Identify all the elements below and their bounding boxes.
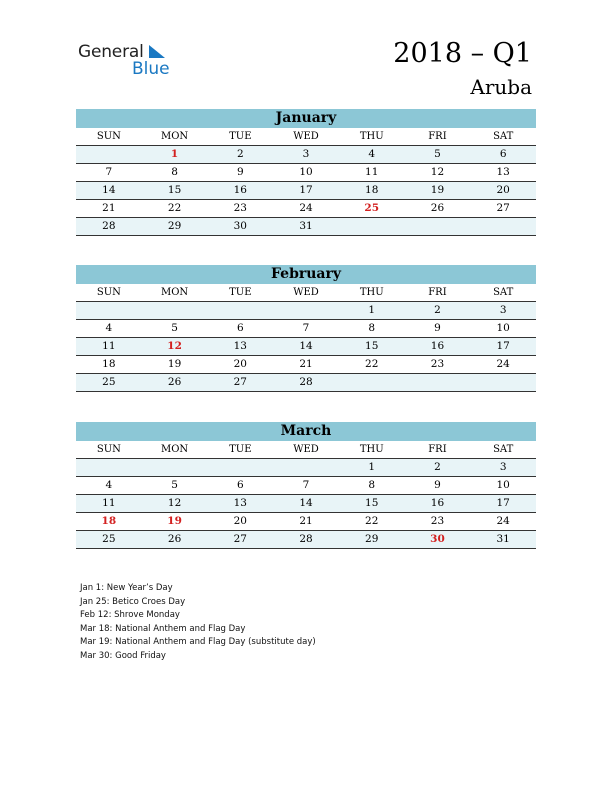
day-cell: 26	[167, 533, 182, 545]
day-cell: 23	[430, 515, 445, 527]
month-title: March	[76, 422, 536, 441]
day-cell: 29	[167, 220, 182, 232]
day-cell: 19	[167, 358, 182, 370]
weekday-label: THU	[359, 131, 384, 142]
day-cell: 12	[167, 497, 182, 509]
weekday-label: SUN	[96, 444, 121, 455]
weekday-label: THU	[359, 444, 384, 455]
day-cell: 14	[299, 497, 313, 509]
day-cell: 4	[105, 322, 113, 334]
holiday-note: Feb 12: Shrove Monday	[80, 610, 180, 620]
week-rows	[76, 459, 536, 549]
empty-day-cell	[76, 146, 142, 163]
day-cell: 26	[167, 376, 182, 388]
day-cell: 9	[236, 166, 244, 178]
day-cell: 15	[365, 340, 379, 352]
empty-day-cell	[76, 302, 142, 319]
day-cell: 7	[302, 479, 310, 491]
week-row	[76, 302, 536, 320]
day-cell: 9	[434, 322, 441, 334]
week-row	[76, 182, 536, 200]
day-cell: 2	[236, 148, 244, 160]
day-cell: 18	[365, 184, 379, 196]
day-cell: 2	[434, 461, 441, 473]
weekday-label: FRI	[428, 444, 447, 455]
day-cell: 27	[496, 202, 510, 214]
week-row	[76, 513, 536, 531]
week-row	[76, 146, 536, 164]
day-cell: 8	[368, 322, 376, 334]
day-cell: 21	[102, 202, 116, 214]
weekday-label: MON	[160, 444, 189, 455]
weekday-label: FRI	[428, 287, 447, 298]
day-cell: 1	[368, 304, 376, 316]
day-cell: 2	[434, 304, 441, 316]
empty-day-cell	[470, 374, 536, 391]
week-row	[76, 495, 536, 513]
week-rows	[76, 146, 536, 236]
day-cell: 22	[365, 515, 379, 527]
month-february	[76, 265, 536, 392]
day-cell: 9	[434, 479, 441, 491]
day-cell: 29	[365, 533, 379, 545]
empty-day-cell	[142, 302, 208, 319]
day-cell: 6	[236, 322, 244, 334]
day-cell: 11	[365, 166, 379, 178]
holiday-note: Mar 19: National Anthem and Flag Day (substitute day)	[80, 637, 316, 647]
day-cell: 10	[496, 479, 510, 491]
weekday-label: WED	[293, 131, 319, 142]
day-cell: 30	[233, 220, 247, 232]
week-row	[76, 218, 536, 236]
month-january	[76, 109, 536, 236]
day-cell: 16	[233, 184, 247, 196]
weekday-label: MON	[160, 131, 189, 142]
day-cell: 23	[430, 358, 445, 370]
holiday-note: Jan 25: Betico Croes Day	[80, 596, 186, 607]
empty-day-cell	[470, 218, 536, 235]
week-row	[76, 477, 536, 495]
day-cell: 6	[499, 148, 507, 160]
weekday-label: TUE	[229, 444, 252, 455]
month-title: February	[76, 265, 536, 284]
weekday-label: SAT	[493, 131, 514, 142]
day-cell: 10	[496, 322, 510, 334]
day-cell: 21	[299, 515, 313, 527]
weekday-label: WED	[293, 287, 319, 298]
day-cell: 4	[105, 479, 113, 491]
day-cell: 31	[496, 533, 510, 545]
holiday-note: Mar 18: National Anthem and Flag Day	[80, 623, 246, 634]
day-cell: 8	[171, 166, 178, 178]
holiday-day-cell: 1	[170, 148, 179, 160]
day-cell: 21	[299, 358, 313, 370]
holiday-day-cell: 12	[167, 340, 182, 352]
empty-day-cell	[405, 374, 471, 391]
holiday-day-cell: 18	[101, 515, 117, 527]
day-cell: 13	[233, 497, 247, 509]
day-cell: 22	[365, 358, 379, 370]
weekday-label: SAT	[493, 287, 514, 298]
day-cell: 26	[430, 202, 445, 214]
day-cell: 3	[499, 304, 507, 316]
day-cell: 20	[496, 184, 510, 196]
month-title: January	[76, 109, 536, 128]
day-cell: 14	[299, 340, 313, 352]
day-cell: 31	[299, 220, 313, 232]
weekday-label: SUN	[96, 131, 121, 142]
empty-day-cell	[273, 302, 339, 319]
week-row	[76, 531, 536, 549]
day-cell: 23	[233, 202, 247, 214]
weekday-header	[76, 441, 536, 459]
day-cell: 20	[233, 515, 247, 527]
empty-day-cell	[76, 459, 142, 476]
empty-day-cell	[273, 459, 339, 476]
holiday-day-cell: 25	[364, 202, 380, 214]
day-cell: 4	[368, 148, 376, 160]
week-row	[76, 320, 536, 338]
day-cell: 24	[299, 202, 313, 214]
empty-day-cell	[207, 302, 273, 319]
month-march	[76, 422, 536, 549]
day-cell: 16	[430, 340, 445, 352]
day-cell: 17	[496, 340, 510, 352]
day-cell: 6	[236, 479, 244, 491]
weekday-label: MON	[160, 287, 189, 298]
week-row	[76, 338, 536, 356]
day-cell: 13	[496, 166, 510, 178]
day-cell: 7	[302, 322, 310, 334]
week-row	[76, 459, 536, 477]
empty-day-cell	[142, 459, 208, 476]
day-cell: 5	[171, 479, 178, 491]
day-cell: 28	[299, 533, 313, 545]
weekday-label: THU	[359, 287, 384, 298]
day-cell: 25	[102, 533, 116, 545]
day-cell: 20	[233, 358, 247, 370]
logo-blue-text: Blue	[132, 59, 170, 79]
logo	[78, 42, 170, 79]
empty-day-cell	[207, 459, 273, 476]
holiday-note: Jan 1: New Year’s Day	[80, 583, 173, 593]
day-cell: 5	[434, 148, 441, 160]
day-cell: 22	[167, 202, 182, 214]
weekday-header	[76, 284, 536, 302]
day-cell: 19	[430, 184, 445, 196]
day-cell: 28	[102, 220, 116, 232]
day-cell: 16	[430, 497, 445, 509]
week-row	[76, 164, 536, 182]
day-cell: 15	[365, 497, 379, 509]
day-cell: 25	[102, 376, 116, 388]
weekday-label: SAT	[493, 444, 514, 455]
day-cell: 3	[499, 461, 507, 473]
country-name: Aruba	[470, 75, 532, 99]
day-cell: 11	[102, 497, 116, 509]
day-cell: 10	[299, 166, 313, 178]
empty-day-cell	[339, 218, 405, 235]
day-cell: 11	[102, 340, 116, 352]
day-cell: 5	[171, 322, 178, 334]
day-cell: 13	[233, 340, 247, 352]
day-cell: 17	[299, 184, 313, 196]
empty-day-cell	[339, 374, 405, 391]
day-cell: 8	[368, 479, 376, 491]
day-cell: 14	[102, 184, 116, 196]
weekday-label: WED	[293, 444, 319, 455]
day-cell: 18	[102, 358, 116, 370]
holiday-day-cell: 30	[430, 533, 445, 545]
week-row	[76, 374, 536, 392]
day-cell: 12	[430, 166, 445, 178]
day-cell: 17	[496, 497, 510, 509]
week-row	[76, 356, 536, 374]
day-cell: 15	[167, 184, 182, 196]
week-rows	[76, 302, 536, 392]
empty-day-cell	[405, 218, 471, 235]
logo-flag-icon	[149, 45, 165, 58]
logo-general-text: General	[78, 42, 144, 62]
holiday-day-cell: 19	[167, 515, 182, 527]
day-cell: 27	[233, 376, 247, 388]
day-cell: 3	[302, 148, 310, 160]
day-cell: 7	[105, 166, 113, 178]
weekday-header	[76, 128, 536, 146]
day-cell: 27	[233, 533, 247, 545]
holiday-note: Mar 30: Good Friday	[80, 650, 166, 661]
weekday-label: TUE	[229, 131, 252, 142]
day-cell: 24	[496, 358, 510, 370]
weekday-label: SUN	[96, 287, 121, 298]
holiday-notes	[80, 582, 316, 663]
page-title: 2018 – Q1	[393, 38, 532, 69]
weekday-label: FRI	[428, 131, 447, 142]
week-row	[76, 200, 536, 218]
day-cell: 28	[299, 376, 313, 388]
weekday-label: TUE	[229, 287, 252, 298]
day-cell: 24	[496, 515, 510, 527]
day-cell: 1	[368, 461, 376, 473]
